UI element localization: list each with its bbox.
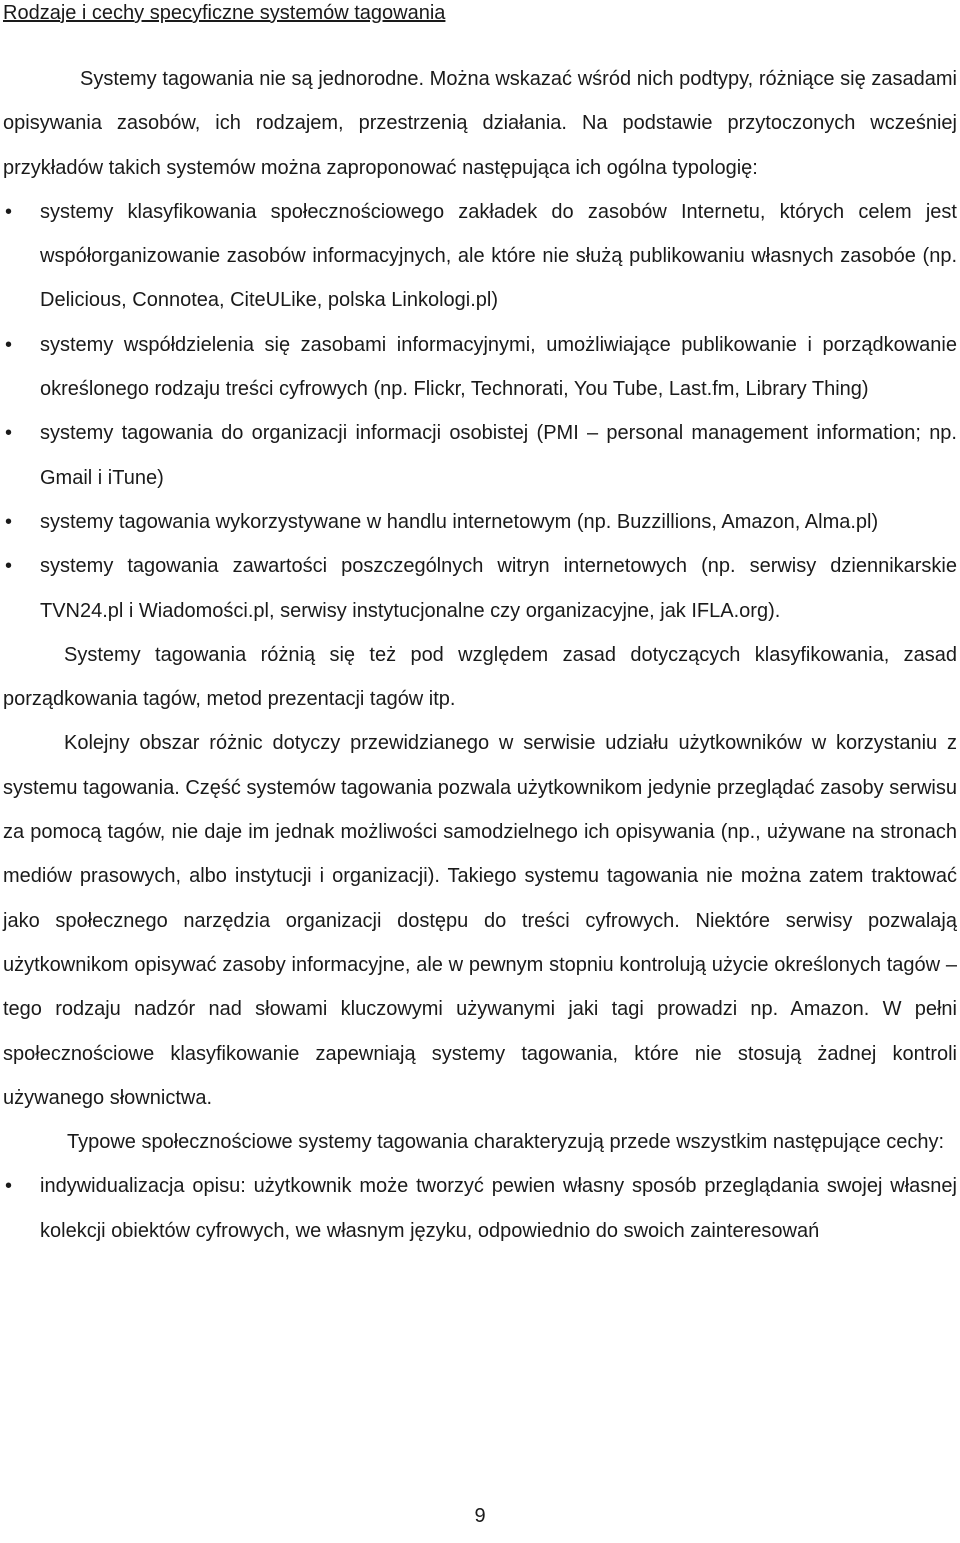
features-paragraph: Typowe społecznościowe systemy tagowania charakteryzują przede wszystkim następujące cechy: — [67, 1131, 945, 1154]
section-heading: Rodzaje i cechy specyficzne systemów tagowania — [3, 2, 446, 24]
bullet-icon: • — [5, 510, 13, 533]
list-item — [3, 323, 957, 412]
list-item — [3, 190, 957, 323]
users-paragraph: Kolejny obszar różnic dotyczy przewidzianego w serwisie udziału użytkowników w korzystaniu z systemu tagowania. Część systemów tagowania pozwala użytkownikom jedynie przeglądać zasoby serwisu za pomocą tagów, nie daje im jednak możliwości samodzielnego ich opisywania (np., używane na stronach mediów prasowych, albo instytucji i organizacji). Takiego systemu tagowania nie można zatem traktować jako społecznego narzędzia organizacji dostępu do treści cyfrowych. Niektóre serwisy pozwalają użytkownikom opisywać zasoby informacyjne, ale w pewnym stopniu kontrolują użycie określonych tagów – tego rodzaju nadzór nad słowami kluczowymi używanymi jaki tagi prowadzi np. Amazon. W pełni społecznościowe klasyfikowanie zapewniają systemy tagowania, które nie stosują żadnej kontroli używanego słownictwa. — [3, 732, 957, 1109]
typology-list — [3, 190, 957, 633]
bullet-icon: • — [5, 555, 13, 578]
list-item — [3, 411, 957, 500]
list-item-text: indywidualizacja opisu: użytkownik może tworzyć pewien własny sposób przeglądania swojej własnej kolekcji obiektów cyfrowych, we własnym języku, odpowiednio do swoich zainteresowań — [40, 1175, 957, 1242]
bullet-icon: • — [5, 422, 13, 445]
list-item-text: systemy tagowania do organizacji informacji osobistej (PMI – personal management information; np. Gmail i iTune) — [40, 422, 957, 489]
list-item-text: systemy tagowania zawartości poszczególnych witryn internetowych (np. serwisy dziennikarskie TVN24.pl i Wiadomości.pl, serwisy instytucjonalne czy organizacyjne, jak IFLA.org). — [40, 555, 957, 622]
document-body — [3, 57, 957, 1253]
features-list — [3, 1164, 957, 1253]
bullet-icon: • — [5, 1175, 13, 1198]
list-item — [3, 500, 957, 544]
list-item — [3, 1164, 957, 1253]
list-item-text: systemy współdzielenia się zasobami informacyjnymi, umożliwiające publikowanie i porządkowanie określonego rodzaju treści cyfrowych (np. Flickr, Technorati, You Tube, Last.fm, Library Thing) — [40, 333, 957, 401]
page-number: 9 — [474, 1505, 486, 1527]
principles-paragraph: Systemy tagowania różnią się też pod względem zasad dotyczących klasyfikowania, zasad porządkowania tagów, metod prezentacji tagów itp. — [3, 643, 957, 711]
bullet-icon: • — [5, 333, 13, 356]
list-item-text: systemy klasyfikowania społecznościowego zakładek do zasobów Internetu, których celem jest współorganizowanie zasobów informacyjnych, ale które nie służą publikowaniu własnych zasobóe (np. Delicious, Connotea, CiteULike, polska Linkologi.pl) — [40, 200, 957, 312]
list-item — [3, 544, 957, 633]
intro-paragraph: Systemy tagowania nie są jednorodne. Można wskazać wśród nich podtypy, różniące się zasadami opisywania zasobów, ich rodzajem, przestrzenią działania. Na podstawie przytoczonych wcześniej przykładów takich systemów można zaproponować następująca ich ogólna typologię: — [3, 68, 957, 179]
list-item-text: systemy tagowania wykorzystywane w handlu internetowym (np. Buzzillions, Amazon, Alma.pl) — [40, 510, 879, 533]
bullet-icon: • — [5, 200, 13, 223]
